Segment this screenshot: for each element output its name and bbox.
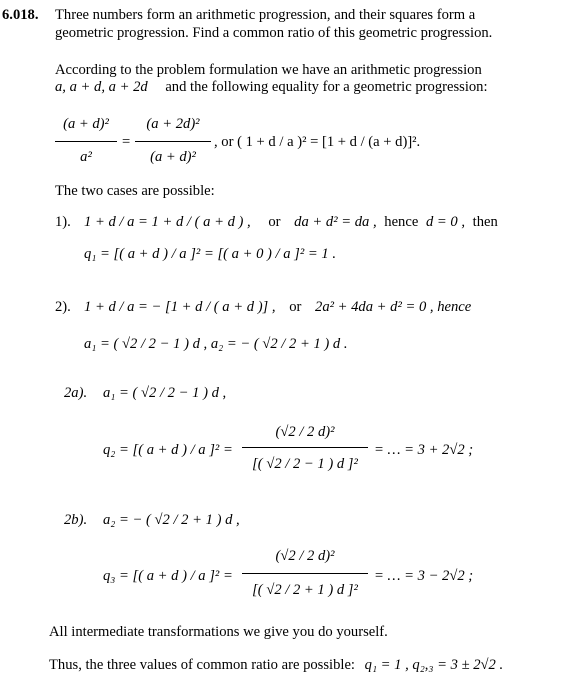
- problem-statement-line2: geometric progression. Find a common ratio of this geometric progression.: [55, 25, 493, 41]
- eq1-equals: =: [122, 134, 131, 150]
- case2b-fraction-bar: [242, 573, 368, 574]
- case2b-ratio-left: q₃ = [( a + d ) / a ]² =: [103, 568, 233, 584]
- case2b-ratio-denominator: [( √2 / 2 + 1 ) d ]²: [252, 582, 358, 598]
- eq1-tail: , or ( 1 + d / a )² = [1 + d / (a + d)]².: [214, 134, 421, 150]
- case2a-fraction-bar: [242, 447, 368, 448]
- case2a-label: 2a).: [64, 385, 88, 401]
- case2-equation: 1 + d / a = − [1 + d / ( a + d )] , or 2a² + 4da + d² = 0 , hence: [84, 299, 472, 315]
- conclusion-values: q₁ = 1 , q₂,₃ = 3 ± 2√2 .: [364, 657, 504, 673]
- eq1-denominator-right: (a + d)²: [150, 149, 196, 165]
- eq1-numerator-right: (a + 2d)²: [146, 116, 200, 132]
- eq1-fraction-bar-left: [55, 141, 117, 142]
- case2a-ratio-denominator: [( √2 / 2 − 1 ) d ]²: [252, 456, 358, 472]
- case2b-ratio-right: = … = 3 − 2√2 ;: [374, 568, 474, 584]
- case2-label: 2).: [55, 299, 71, 315]
- conclusion: Thus, the three values of common ratio are possible: q₁ = 1 , q₂,₃ = 3 ± 2√2 .: [49, 657, 504, 673]
- case2a-ratio-left: q₂ = [( a + d ) / a ]² =: [103, 442, 233, 458]
- case1-ratio: q₁ = [( a + d ) / a ]² = [( a + 0 ) / a ]² = 1 .: [84, 246, 336, 262]
- intro-line2: [55, 78, 488, 96]
- two-cases-heading: The two cases are possible:: [55, 183, 215, 199]
- case1-equation: 1 + d / a = 1 + d / ( a + d ) , or da + d² = da , hence d = 0 , then: [84, 214, 498, 230]
- case2a-root: a₁ = ( √2 / 2 − 1 ) d ,: [103, 385, 227, 401]
- problem-statement-line1: Three numbers form an arithmetic progression, and their squares form a: [55, 7, 476, 23]
- note: All intermediate transformations we give you do yourself.: [49, 624, 388, 640]
- eq1-fraction-bar-right: [135, 141, 211, 142]
- problem-number: 6.018.: [2, 7, 39, 23]
- eq1-denominator-left: a²: [80, 149, 92, 165]
- case2b-label: 2b).: [64, 512, 88, 528]
- case2a-ratio-numerator: (√2 / 2 d)²: [275, 424, 335, 440]
- case2b-ratio-numerator: (√2 / 2 d)²: [275, 548, 335, 564]
- case2a-ratio-right: = … = 3 + 2√2 ;: [374, 442, 474, 458]
- eq1-numerator-left: (a + d)²: [63, 116, 109, 132]
- case2-roots: a₁ = ( √2 / 2 − 1 ) d , a₂ = − ( √2 / 2 + 1 ) d .: [84, 336, 348, 352]
- progression-terms: a, a + d, a + 2d: [55, 79, 148, 95]
- intro-line1: According to the problem formulation we have an arithmetic progression: [55, 62, 482, 78]
- intro-line2-rest: and the following equality for a geometric progression:: [165, 79, 488, 95]
- case2b-root: a₂ = − ( √2 / 2 + 1 ) d ,: [103, 512, 240, 528]
- case1-label: 1).: [55, 214, 71, 230]
